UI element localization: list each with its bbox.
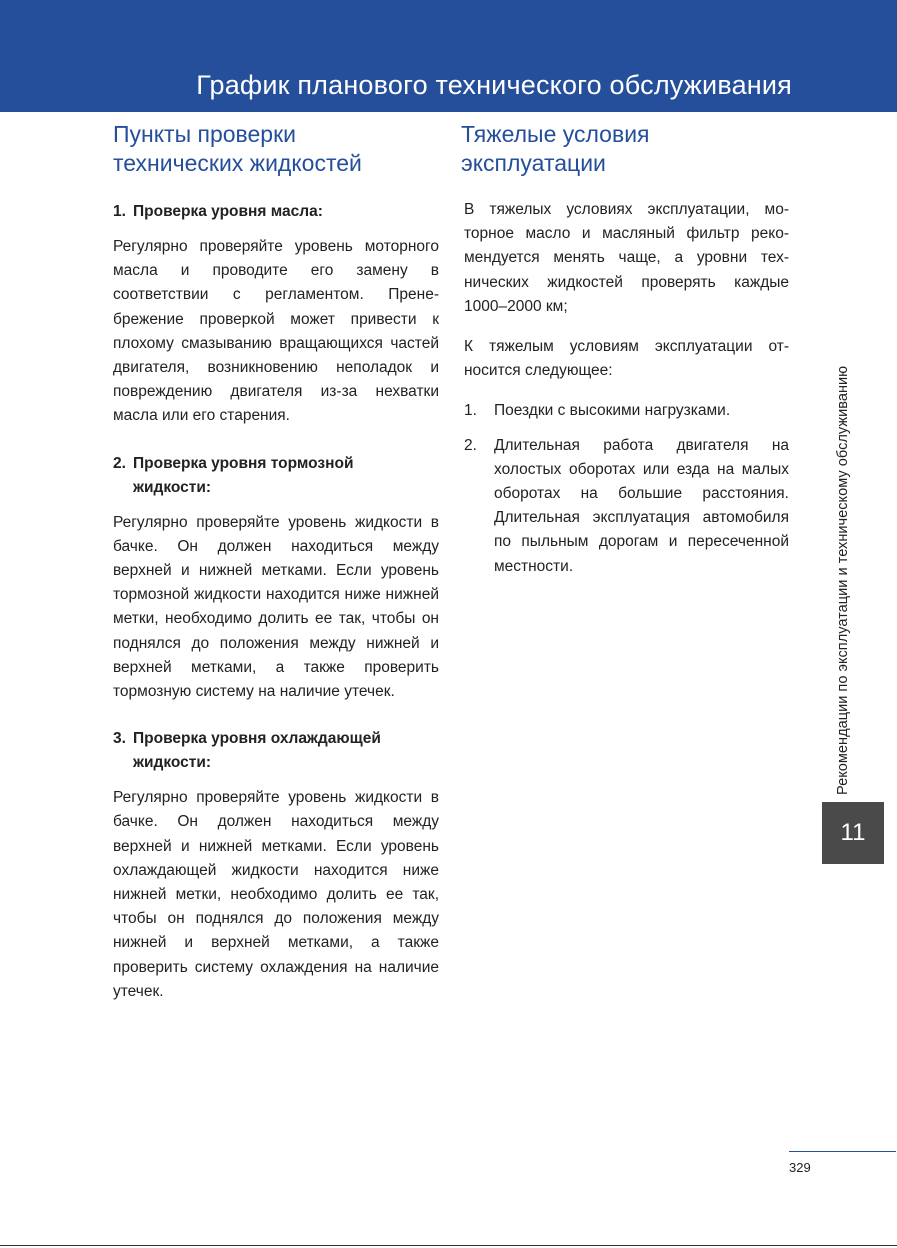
left-column <box>113 120 439 1027</box>
list-item-text: Длительная работа двигателя на холостых оборотах или езда на малых оборотах на большие расстояния. Длительная эксплуатация автомобиля по пыльным дорогам и пересеченной местности. <box>494 436 789 575</box>
item-number: 2. <box>113 454 126 472</box>
item-heading-text: Проверка уровня тормозной <box>133 454 354 472</box>
item-paragraph: Регулярно проверяйте уровень моторного масла и проводите его замену в соответствии с регламентом. Пренебрежение проверкой может привести к плохому смазыванию вращающихся частей двигателя, возникновению неполадок и повреждению двигателя из-за нехватки масла или его старения. <box>113 238 439 425</box>
chapter-side-label: Рекомендации по эксплуатации и техническому обслуживанию <box>835 365 851 795</box>
right-column <box>461 120 789 589</box>
list-item-number: 2. <box>464 436 477 454</box>
footer-divider <box>789 1151 896 1152</box>
section-title-line: Пункты проверки <box>113 121 297 147</box>
item-number: 1. <box>113 203 126 220</box>
item-heading-continuation: жидкости: <box>133 478 212 496</box>
chapter-number-tab <box>822 802 884 864</box>
list-item <box>464 399 789 423</box>
intro-paragraph: В тяжелых условиях эксплуатации, моторное масло и масляный фильтр рекомендуется менять чаще, а уровни технических жидкостей проверять каждые 1000–2000 км; <box>464 201 789 315</box>
chapter-number: 11 <box>840 819 866 846</box>
section-title-fluids <box>113 120 439 178</box>
list-item-number: 1. <box>464 402 477 420</box>
item-heading <box>113 200 439 224</box>
item-paragraph: Регулярно проверяйте уровень жидкости в бачке. Он должен находиться между верхней и нижней метками. Если уровень охлаждающей жидкости находится ниже нижней метки, необходимо долить ее так, чтобы он поднялся до положения между нижней и верхней метками, а также проверить систему охлаждения на наличие утечек. <box>113 789 439 1000</box>
conditions-list <box>464 399 789 578</box>
item-heading-text: Проверка уровня масла: <box>133 203 323 220</box>
item-heading <box>113 727 439 775</box>
conditions-paragraph: К тяжелым условиям эксплуатации относится следующее: <box>464 338 789 380</box>
page-number: 329 <box>789 1160 811 1175</box>
list-item-text: Поездки с высокими нагрузками. <box>494 402 731 420</box>
section-title-line: эксплуатации <box>461 150 606 176</box>
item-heading-text: Проверка уровня охлаждающей <box>133 730 381 748</box>
item-heading <box>113 452 439 500</box>
section-title-line: технических жидкостей <box>113 150 362 176</box>
page-title: График планового технического обслуживания <box>196 70 792 100</box>
section-title-severe-conditions <box>461 120 789 178</box>
section-title-line: Тяжелые условия <box>461 121 650 147</box>
page-header-band <box>0 0 897 112</box>
item-paragraph: Регулярно проверяйте уровень жидкости в бачке. Он должен находиться между верхней и нижней метками. Если уровень тормозной жидкости находится ниже нижней метки, необходимо долить ее так, чтобы он поднялся до положения между нижней и верхней метками, а также проверить тормозную систему на наличие утечек. <box>113 513 439 701</box>
item-heading-continuation: жидкости: <box>133 754 212 772</box>
bottom-rule <box>0 1245 897 1246</box>
list-item <box>464 434 789 579</box>
item-number: 3. <box>113 730 126 748</box>
